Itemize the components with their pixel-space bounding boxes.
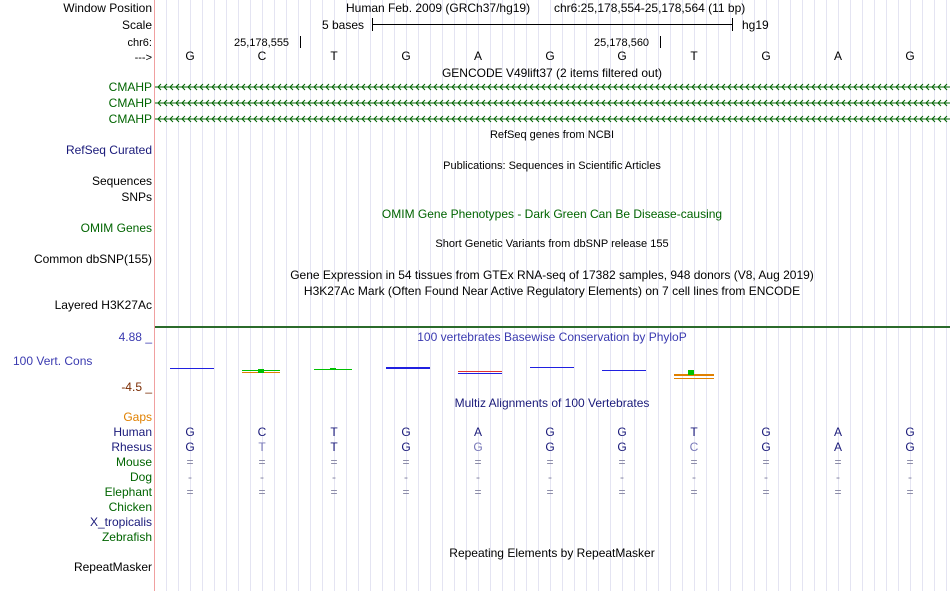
rhesus-aligned-base: G [401,440,411,454]
rhesus-aligned-base: C [689,440,699,454]
mouse-aligned-base: = [690,455,698,469]
repeatmasker-title: Repeating Elements by RepeatMasker [449,546,655,560]
dog-aligned-base: - [548,470,552,484]
reference-base: G [905,49,915,63]
dog-aligned-base: - [620,470,624,484]
label-gencode-cmahp-1[interactable]: CMAHP [108,80,152,94]
rhesus-aligned-base: G [617,440,627,454]
human-aligned-base: G [185,425,195,439]
human-aligned-base: G [617,425,627,439]
reference-base: T [690,49,698,63]
gtex-title: Gene Expression in 54 tissues from GTEx RNA-seq of 17382 samples, 948 donors (V8, Aug 2019) [290,268,814,282]
elephant-aligned-base: = [258,485,266,499]
label-sequences[interactable]: Sequences [91,174,152,188]
pubs-title: Publications: Sequences in Scientific Articles [443,160,661,172]
elephant-aligned-base: = [690,485,698,499]
rhesus-aligned-base: G [545,440,555,454]
elephant-aligned-base: = [474,485,482,499]
human-aligned-base: G [905,425,915,439]
rhesus-aligned-base: G [473,440,483,454]
reference-base: G [617,49,627,63]
species-chicken[interactable]: Chicken [108,500,152,514]
dog-aligned-base: - [836,470,840,484]
label-window-position[interactable]: Window Position [63,1,152,15]
reference-base: C [257,49,267,63]
dog-aligned-base: - [908,470,912,484]
dog-aligned-base: - [476,470,480,484]
dog-aligned-base: - [404,470,408,484]
cmahp-feature[interactable] [155,99,950,107]
dbsnp-title: Short Genetic Variants from dbSNP release 155 [435,238,669,250]
elephant-aligned-base: = [330,485,338,499]
ruler-coord-1: 25,178,555 [234,37,290,49]
assembly-title: Human Feb. 2009 (GRCh37/hg19) [346,1,531,15]
scale-db: hg19 [742,18,769,32]
label-snps[interactable]: SNPs [121,190,152,204]
rhesus-aligned-base: G [905,440,915,454]
reference-base: G [545,49,555,63]
elephant-aligned-base: = [618,485,626,499]
elephant-aligned-base: = [834,485,842,499]
label-chr[interactable]: chr6: [127,37,152,49]
rhesus-aligned-base: G [185,440,195,454]
rhesus-aligned-base: G [761,440,771,454]
label-dbsnp[interactable]: Common dbSNP(155) [33,252,152,266]
human-aligned-base: G [761,425,771,439]
rhesus-aligned-base: T [330,440,338,454]
elephant-aligned-base: = [186,485,194,499]
mouse-aligned-base: = [402,455,410,469]
human-aligned-base: G [545,425,555,439]
elephant-aligned-base: = [546,485,554,499]
species-mouse[interactable]: Mouse [115,455,152,469]
refseq-title: RefSeq genes from NCBI [489,129,615,141]
track-image[interactable] [155,0,950,591]
dog-aligned-base: - [188,470,192,484]
rhesus-aligned-base: T [258,440,266,454]
mouse-aligned-base: = [186,455,194,469]
mouse-aligned-base: = [546,455,554,469]
label-repeatmasker[interactable]: RepeatMasker [73,560,152,574]
window-position-text: chr6:25,178,554-25,178,564 (11 bp) [554,1,746,15]
human-aligned-base: T [330,425,338,439]
reference-base: G [185,49,195,63]
human-aligned-base: C [257,425,267,439]
reference-base: G [761,49,771,63]
species-human[interactable]: Human [113,425,152,439]
mouse-aligned-base: = [834,455,842,469]
human-aligned-base: G [401,425,411,439]
mouse-aligned-base: = [474,455,482,469]
multiz-title: Multiz Alignments of 100 Vertebrates [454,396,650,410]
reference-base: T [330,49,338,63]
track-labels [0,0,154,591]
omim-title: OMIM Gene Phenotypes - Dark Green Can Be Disease-causing [381,207,723,221]
mouse-aligned-base: = [906,455,914,469]
h3k27ac-title: H3K27Ac Mark (Often Found Near Active Regulatory Elements) on 7 cell lines from ENCODE [303,284,801,298]
label-gencode-cmahp-3[interactable]: CMAHP [108,112,152,126]
cmahp-feature[interactable] [155,115,950,123]
rhesus-aligned-base: A [833,440,842,454]
label-gaps[interactable]: Gaps [123,410,152,424]
scale-text: 5 bases [322,18,365,32]
elephant-aligned-base: = [906,485,914,499]
elephant-aligned-base: = [762,485,770,499]
ruler-tick-1 [300,36,301,48]
label-phylop-min: -4.5 _ [121,380,152,394]
label-gencode-cmahp-2[interactable]: CMAHP [108,96,152,110]
dog-aligned-base: - [692,470,696,484]
reference-base: G [401,49,411,63]
mouse-aligned-base: = [762,455,770,469]
species-elephant[interactable]: Elephant [104,485,152,499]
dog-aligned-base: - [260,470,264,484]
reference-base: A [833,49,842,63]
human-aligned-base: T [690,425,698,439]
species-dog[interactable]: Dog [129,470,152,484]
mouse-aligned-base: = [330,455,338,469]
reference-base: A [473,49,482,63]
label-phylop[interactable]: 100 Vert. Cons [13,354,93,368]
human-aligned-base: A [833,425,842,439]
dog-aligned-base: - [332,470,336,484]
phylop-title: 100 vertebrates Basewise Conservation by PhyloP [417,330,687,344]
mouse-aligned-base: = [618,455,626,469]
elephant-aligned-base: = [402,485,410,499]
ruler-tick-2 [660,36,661,48]
label-omim[interactable]: OMIM Genes [80,221,152,235]
cmahp-feature[interactable] [155,83,950,91]
label-phylop-max: 4.88 _ [118,330,152,344]
ruler-coord-2: 25,178,560 [594,37,650,49]
species-zebrafish[interactable]: Zebrafish [101,530,152,544]
label-refseq[interactable]: RefSeq Curated [65,143,152,157]
dog-aligned-base: - [764,470,768,484]
gencode-title: GENCODE V49lift37 (2 items filtered out) [441,66,663,80]
label-scale[interactable]: Scale [121,18,152,32]
label-h3k27ac[interactable]: Layered H3K27Ac [54,298,152,312]
mouse-aligned-base: = [258,455,266,469]
human-aligned-base: A [473,425,482,439]
label-strand[interactable]: ---> [134,52,152,64]
species-x-tropicalis[interactable]: X_tropicalis [89,515,152,529]
h3k27ac-baseline [155,326,950,328]
species-rhesus[interactable]: Rhesus [111,440,152,454]
